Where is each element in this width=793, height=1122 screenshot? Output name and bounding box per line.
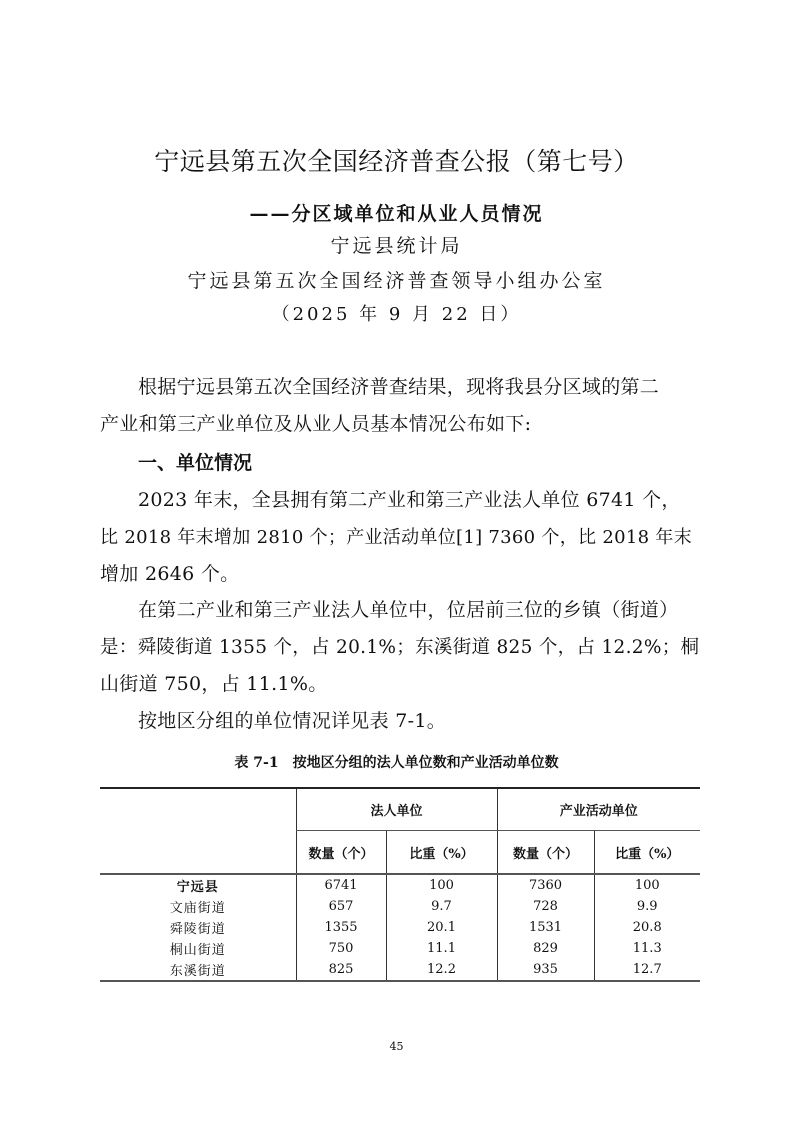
- sub-header-activity-count: 数量（个）: [497, 831, 594, 875]
- document-subtitle: ——分区域单位和从业人员情况: [249, 203, 544, 225]
- region-name: 桐山街道: [169, 943, 226, 958]
- table-row: [100, 896, 700, 917]
- legal-unit-share: 100: [386, 874, 497, 896]
- units-by-region-table: [100, 787, 700, 982]
- page-number: 45: [389, 1040, 404, 1053]
- legal-unit-share: 12.2: [386, 959, 497, 981]
- table-reference-paragraph: [100, 703, 700, 740]
- section-heading: 一、单位情况: [138, 452, 253, 474]
- paragraph-line: 在第二产业和第三产业法人单位中，位居前三位的乡镇（街道）: [138, 599, 679, 621]
- region-name: 东溪街道: [100, 959, 296, 981]
- activity-unit-share: 100: [594, 874, 700, 896]
- activity-unit-count: 829: [497, 938, 594, 959]
- activity-unit-share: 20.8: [594, 917, 700, 938]
- activity-unit-share: 11.3: [594, 938, 700, 959]
- region-name: 舜陵街道: [169, 922, 226, 937]
- legal-unit-count: 750: [296, 938, 386, 959]
- intro-paragraph: [100, 369, 700, 443]
- legal-unit-count: 6741: [296, 874, 386, 896]
- issuer-census-office: 宁远县第五次全国经济普查领导小组办公室: [187, 270, 606, 292]
- group-header-activity-units: 产业活动单位: [497, 788, 700, 831]
- region-name: 文庙街道: [169, 901, 226, 916]
- table-row: [100, 959, 700, 981]
- table-row: [100, 938, 700, 959]
- paragraph-line: 比 2018 年末增加 2810 个；产业活动单位[1] 7360 个，比 2018 年末: [100, 527, 693, 548]
- region-name: 宁远县: [176, 880, 219, 895]
- table-corner-cell: [100, 788, 296, 874]
- sub-header-legal-share: 比重（%）: [386, 831, 497, 875]
- paragraph-line: 是：舜陵街道 1355 个，占 20.1%；东溪街道 825 个，占 12.2%；桐: [100, 637, 700, 658]
- top-three-paragraph: [100, 592, 700, 703]
- legal-unit-count: 825: [296, 959, 386, 981]
- sub-header-legal-count: 数量（个）: [296, 831, 386, 875]
- legal-unit-count: 1355: [296, 917, 386, 938]
- paragraph-line: 增加 2646 个。: [100, 563, 240, 585]
- legal-unit-share: 20.1: [386, 917, 497, 938]
- table-group-header-row: [100, 788, 700, 831]
- table-row: [100, 874, 700, 896]
- document-title: 宁远县第五次全国经济普查公报（第七号）: [154, 147, 639, 176]
- activity-unit-share: 9.9: [594, 896, 700, 917]
- paragraph-line: 山街道 750，占 11.1%。: [100, 673, 328, 695]
- sub-header-activity-share: 比重（%）: [594, 831, 700, 875]
- units-paragraph: [100, 482, 700, 593]
- activity-unit-count: 935: [497, 959, 594, 981]
- activity-unit-count: 728: [497, 896, 594, 917]
- legal-unit-count: 657: [296, 896, 386, 917]
- table-row: [100, 917, 700, 938]
- table-caption: 表 7-1 按地区分组的法人单位数和产业活动单位数: [234, 755, 559, 771]
- legal-unit-share: 9.7: [386, 896, 497, 917]
- issuer-statistics-bureau: 宁远县统计局: [330, 235, 463, 257]
- legal-unit-share: 11.1: [386, 938, 497, 959]
- paragraph-line: 按地区分组的单位情况详见表 7-1。: [138, 710, 447, 732]
- paragraph-line: 产业和第三产业单位及从业人员基本情况公布如下:: [100, 413, 532, 435]
- paragraph-line: 根据宁远县第五次全国经济普查结果，现将我县分区域的第二: [138, 376, 660, 398]
- publication-date: （2025 年 9 月 22 日）: [271, 304, 522, 325]
- paragraph-line: 2023 年末，全县拥有第二产业和第三产业法人单位 6741 个，: [138, 489, 681, 511]
- activity-unit-count: 7360: [497, 874, 594, 896]
- activity-unit-count: 1531: [497, 917, 594, 938]
- group-header-legal-units: 法人单位: [296, 788, 497, 831]
- activity-unit-share: 12.7: [594, 959, 700, 981]
